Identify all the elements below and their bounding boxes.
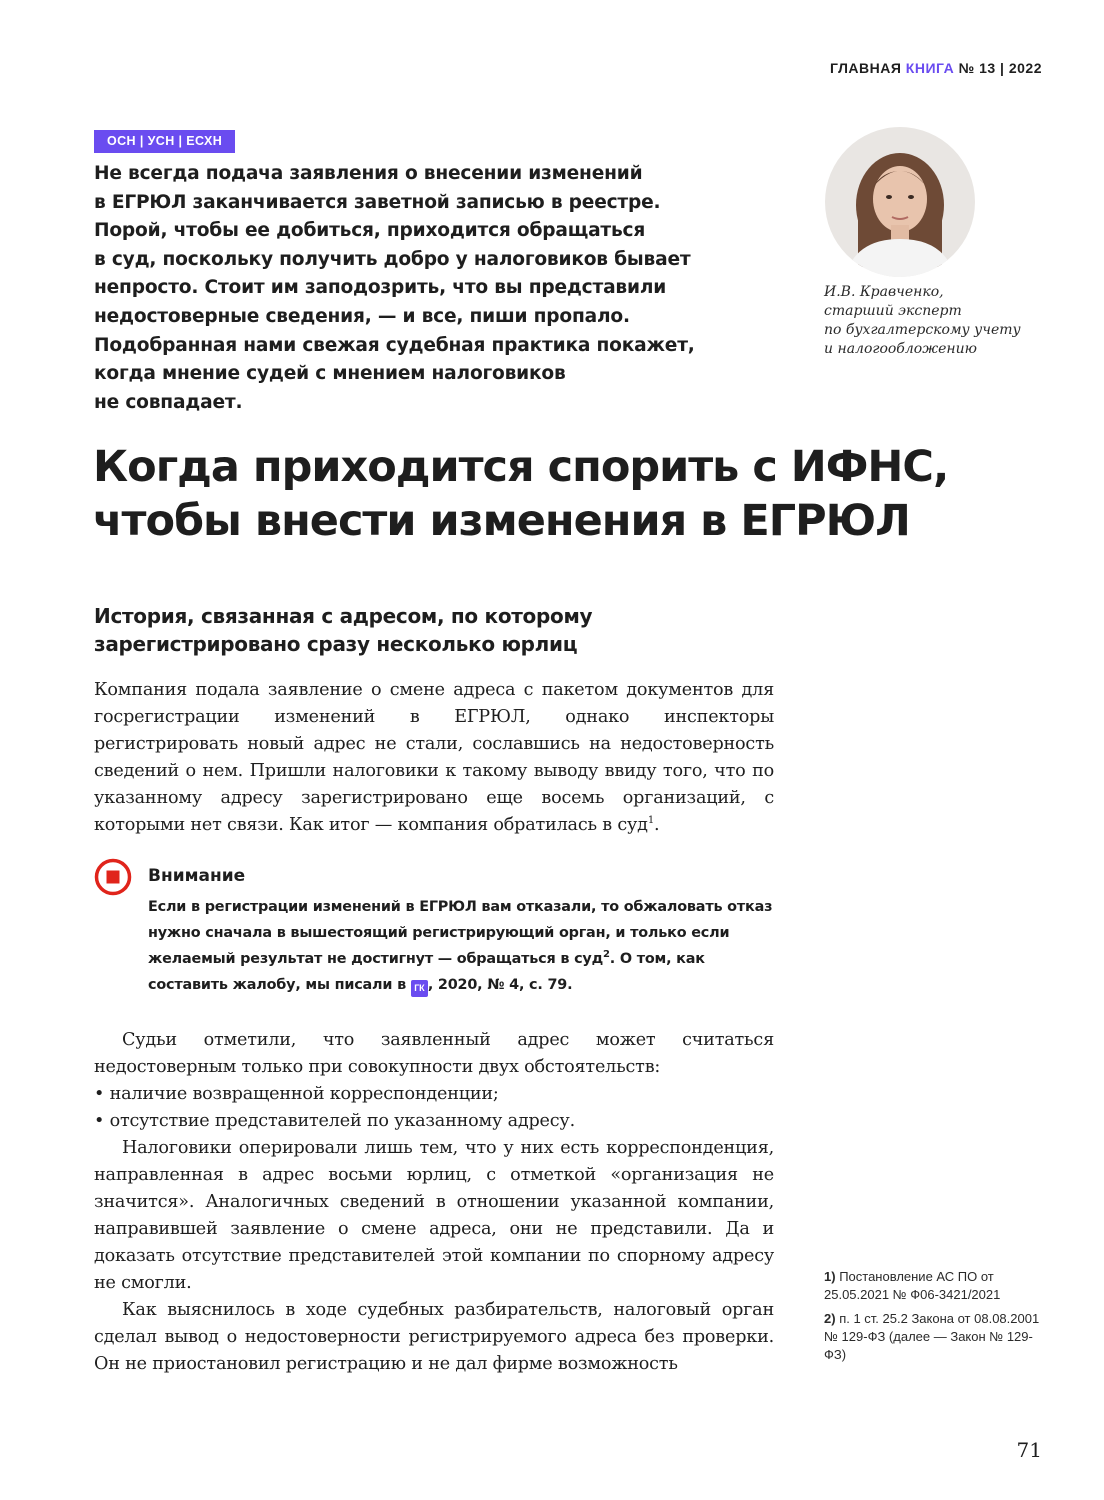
list-item: • наличие возвращенной корреспонденции; (94, 1081, 774, 1108)
lead-line: когда мнение судей с мнением налоговиков (94, 363, 566, 385)
paragraph-4: Как выяснилось в ходе судебных разбирательств, налоговый орган сделал вывод о недостоверности регистрируемого адреса без проверки. Он не приостановил регистрацию и не дал фирме возможность (94, 1300, 774, 1374)
warning-icon (94, 858, 132, 896)
masthead (830, 60, 1042, 76)
author-portrait-icon (825, 127, 975, 277)
subtitle-line: История, связанная с адресом, по которому (94, 604, 593, 628)
lead-line: в ЕГРЮЛ заканчивается заветной записью в реестре. (94, 191, 661, 213)
footnote-number: 2) (824, 1311, 836, 1326)
paragraph-3: Налоговики оперировали лишь тем, что у них есть корреспонденция, направленная в адрес восьми юрлиц, с отметкой «организация не значится». Аналогичных сведений в отношении указанной компании, направившей заявление о смене адреса, они не представили. Да и доказать отсутствие представителей этой компании по спорному адресу не смогли. (94, 1138, 774, 1293)
lead-line: Подобранная нами свежая судебная практика покажет, (94, 334, 695, 356)
masthead-issue: № 13 | 2022 (954, 60, 1042, 76)
warning-text-part1: Если в регистрации изменений в ЕГРЮЛ вам отказали, то обжаловать отказ нужно сначала в вышестоящий регистрирующий орган, и только если желаемый результат не достигнут — обращаться в суд (148, 899, 773, 967)
paragraph-1-text: Компания подала заявление о смене адреса с пакетом документов для госрегистрации изменений в ЕГРЮЛ, однако инспекторы регистрировать новый адрес не стали, сославшись на недостоверность сведений о нем. Пришли налоговики к такому выводу ввиду того, что по указанному адресу зарегистрировано еще восемь организаций, с которыми нет связи. Как итог — компания обратилась в суд (94, 680, 774, 835)
lead-line: в суд, поскольку получить добро у налоговиков бывает (94, 248, 691, 270)
lead-line: Не всегда подача заявления о внесении изменений (94, 163, 643, 184)
author-line: по бухгалтерскому учету (824, 322, 1021, 338)
author-line: и налогообложению (824, 341, 977, 357)
paragraph-2: Судьи отметили, что заявленный адрес может считаться недостоверным только при совокупности двух обстоятельств: (94, 1030, 774, 1077)
footnote-ref-2: 2 (603, 949, 610, 961)
subtitle-line: зарегистрировано сразу несколько юрлиц (94, 632, 578, 656)
warning-text (148, 894, 788, 998)
title-line: Когда приходится спорить с ИФНС, (93, 442, 949, 492)
warning-title: Внимание (148, 866, 246, 886)
author-caption (824, 283, 1044, 359)
author-line: И.В. Кравченко, (824, 284, 944, 300)
page-number: 71 (1016, 1438, 1042, 1462)
lead-line: непросто. Стоит им заподозрить, что вы представили (94, 277, 667, 299)
bullet-list (94, 1081, 774, 1135)
footnote-1 (824, 1268, 1054, 1304)
paragraph-1: Компания подала заявление о смене адреса с пакетом документов для госрегистрации изменений в ЕГРЮЛ, однако инспекторы регистрировать новый адрес не стали, сославшись на недостоверность сведений о нем. Пришли налоговики к такому выводу ввиду того, что по указанному адресу зарегистрировано еще восемь организаций, с которыми нет связи. Как итог — компания обратилась в суд$^1$. (94, 680, 774, 835)
magazine-logo-icon: ГК (411, 980, 428, 997)
lead-line: недостоверные сведения, — и все, пиши пропало. (94, 305, 630, 327)
body-block-1 (94, 677, 774, 839)
masthead-brand: ГЛАВНАЯ (829, 60, 906, 76)
section-subtitle (94, 602, 734, 658)
title-line: чтобы внести изменения в ЕГРЮЛ (93, 496, 910, 546)
warning-text-part2: . О том, как составить жалобу, мы писали в (148, 951, 705, 993)
lead-line: не совпадает. (94, 391, 243, 413)
masthead-accent: КНИГА (905, 60, 955, 76)
lead-paragraph (94, 160, 784, 417)
tax-regime-tag: ОСН | УСН | ЕСХН (94, 130, 235, 153)
article-title (93, 440, 1053, 548)
footnote-ref-1: 1 (647, 815, 654, 827)
body-block-2 (94, 1027, 774, 1378)
footnote-2 (824, 1310, 1054, 1364)
lead-line: Порой, чтобы ее добиться, приходится обращаться (94, 220, 646, 242)
footnote-text: Постановление АС ПО от 25.05.2021 № Ф06-3421/2021 (824, 1269, 1001, 1302)
list-item: • отсутствие представителей по указанному адресу. (94, 1108, 774, 1135)
footnote-number: 1) (824, 1269, 836, 1284)
author-line: старший эксперт (824, 303, 962, 319)
warning-text-part3: , 2020, № 4, с. 79. (427, 977, 573, 993)
footnotes (824, 1268, 1054, 1370)
footnote-text: п. 1 ст. 25.2 Закона от 08.08.2001 № 129-ФЗ (далее — Закон № 129-ФЗ) (824, 1311, 1040, 1362)
author-photo (825, 127, 975, 277)
